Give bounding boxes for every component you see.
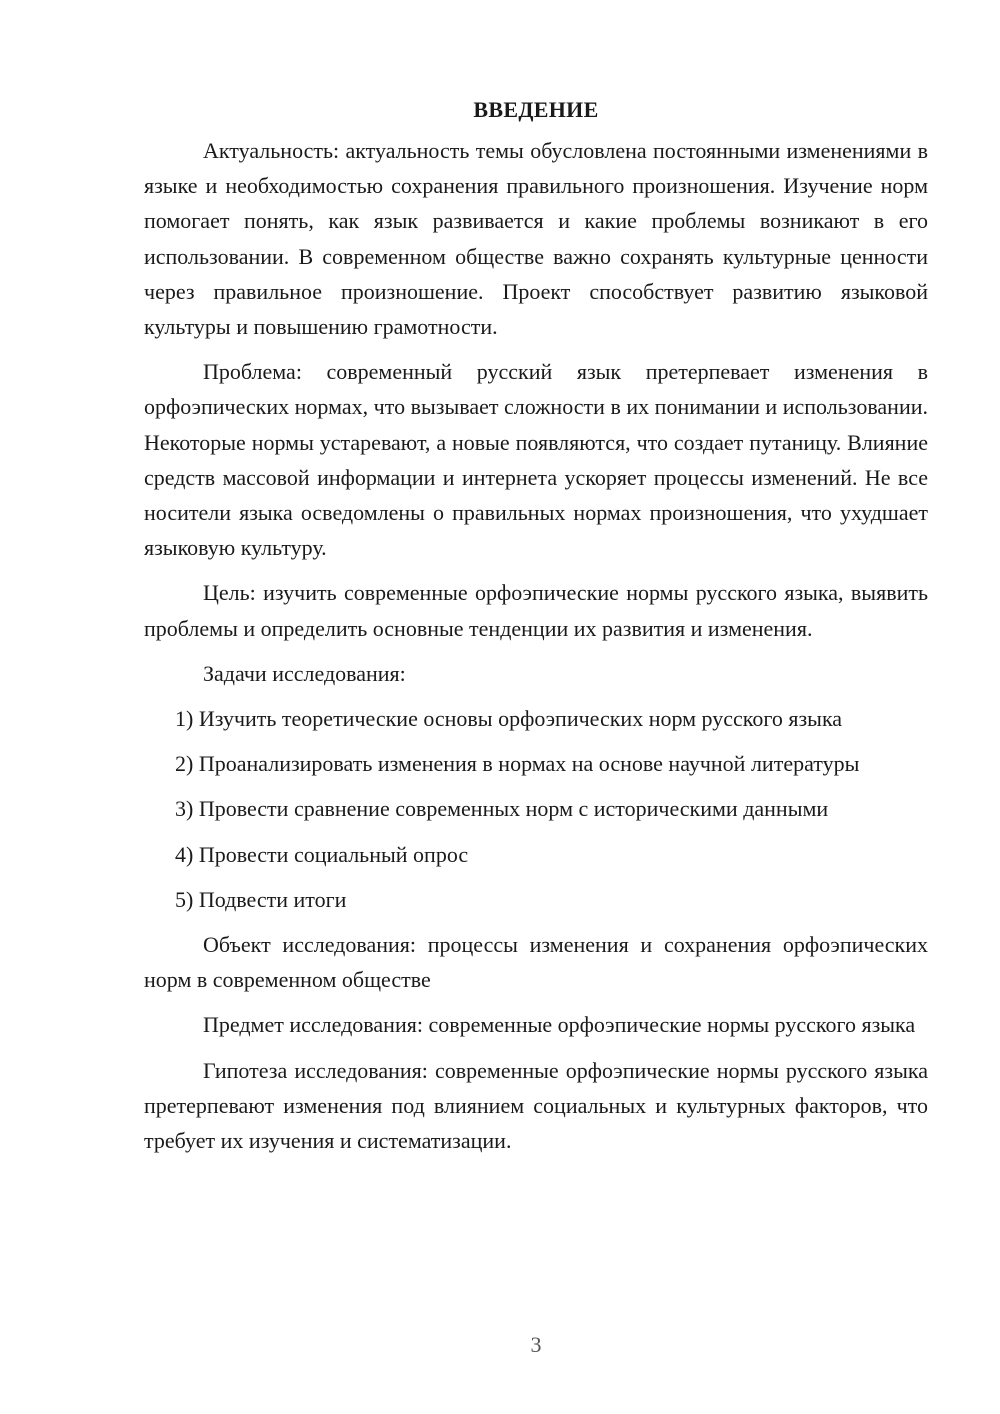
object-paragraph: Объект исследования: процессы изменения и сохранения орфоэпических норм в современном обществе [144,932,928,993]
document-page [144,92,928,1168]
task-item: 4) Провести социальный опрос [175,841,469,867]
task-item: 3) Провести сравнение современных норм с историческими данными [175,796,829,822]
page-number: 3 [530,1332,542,1357]
problem-paragraph: Проблема: современный русский язык претерпевает изменения в орфоэпических нормах, что вызывает сложности в их понимании и использовании. Некоторые нормы устаревают, а новые появляются, что создает путаницу. Влияние средств массовой информации и интернета ускоряет процессы изменений. Не все носители языка осведомлены о правильных нормах произношения, что ухудшает языковую культуру. [144,359,928,561]
hypothesis-paragraph: Гипотеза исследования: современные орфоэпические нормы русского языка претерпевают изменения под влиянием социальных и культурных факторов, что требует их изучения и систематизации. [144,1057,928,1154]
document-title: ВВЕДЕНИЕ [473,97,599,122]
task-item: 1) Изучить теоретические основы орфоэпических норм русского языка [175,706,843,732]
relevance-paragraph: Актуальность: актуальность темы обусловлена постоянными изменениями в языке и необходимостью сохранения правильного произношения. Изучение норм помогает понять, как язык развивается и какие проблемы возникают в его использовании. В современном обществе важно сохранять культурные ценности через правильное произношение. Проект способствует развитию языковой культуры и повышению грамотности. [144,138,928,340]
task-item: 2) Проанализировать изменения в нормах на основе научной литературы [175,751,860,777]
subject-paragraph: Предмет исследования: современные орфоэпические нормы русского языка [203,1012,916,1038]
task-item: 5) Подвести итоги [175,886,347,912]
goal-paragraph: Цель: изучить современные орфоэпические нормы русского языка, выявить проблемы и определить основные тенденции их развития и изменения. [144,580,928,641]
tasks-heading: Задачи исследования: [203,660,406,686]
